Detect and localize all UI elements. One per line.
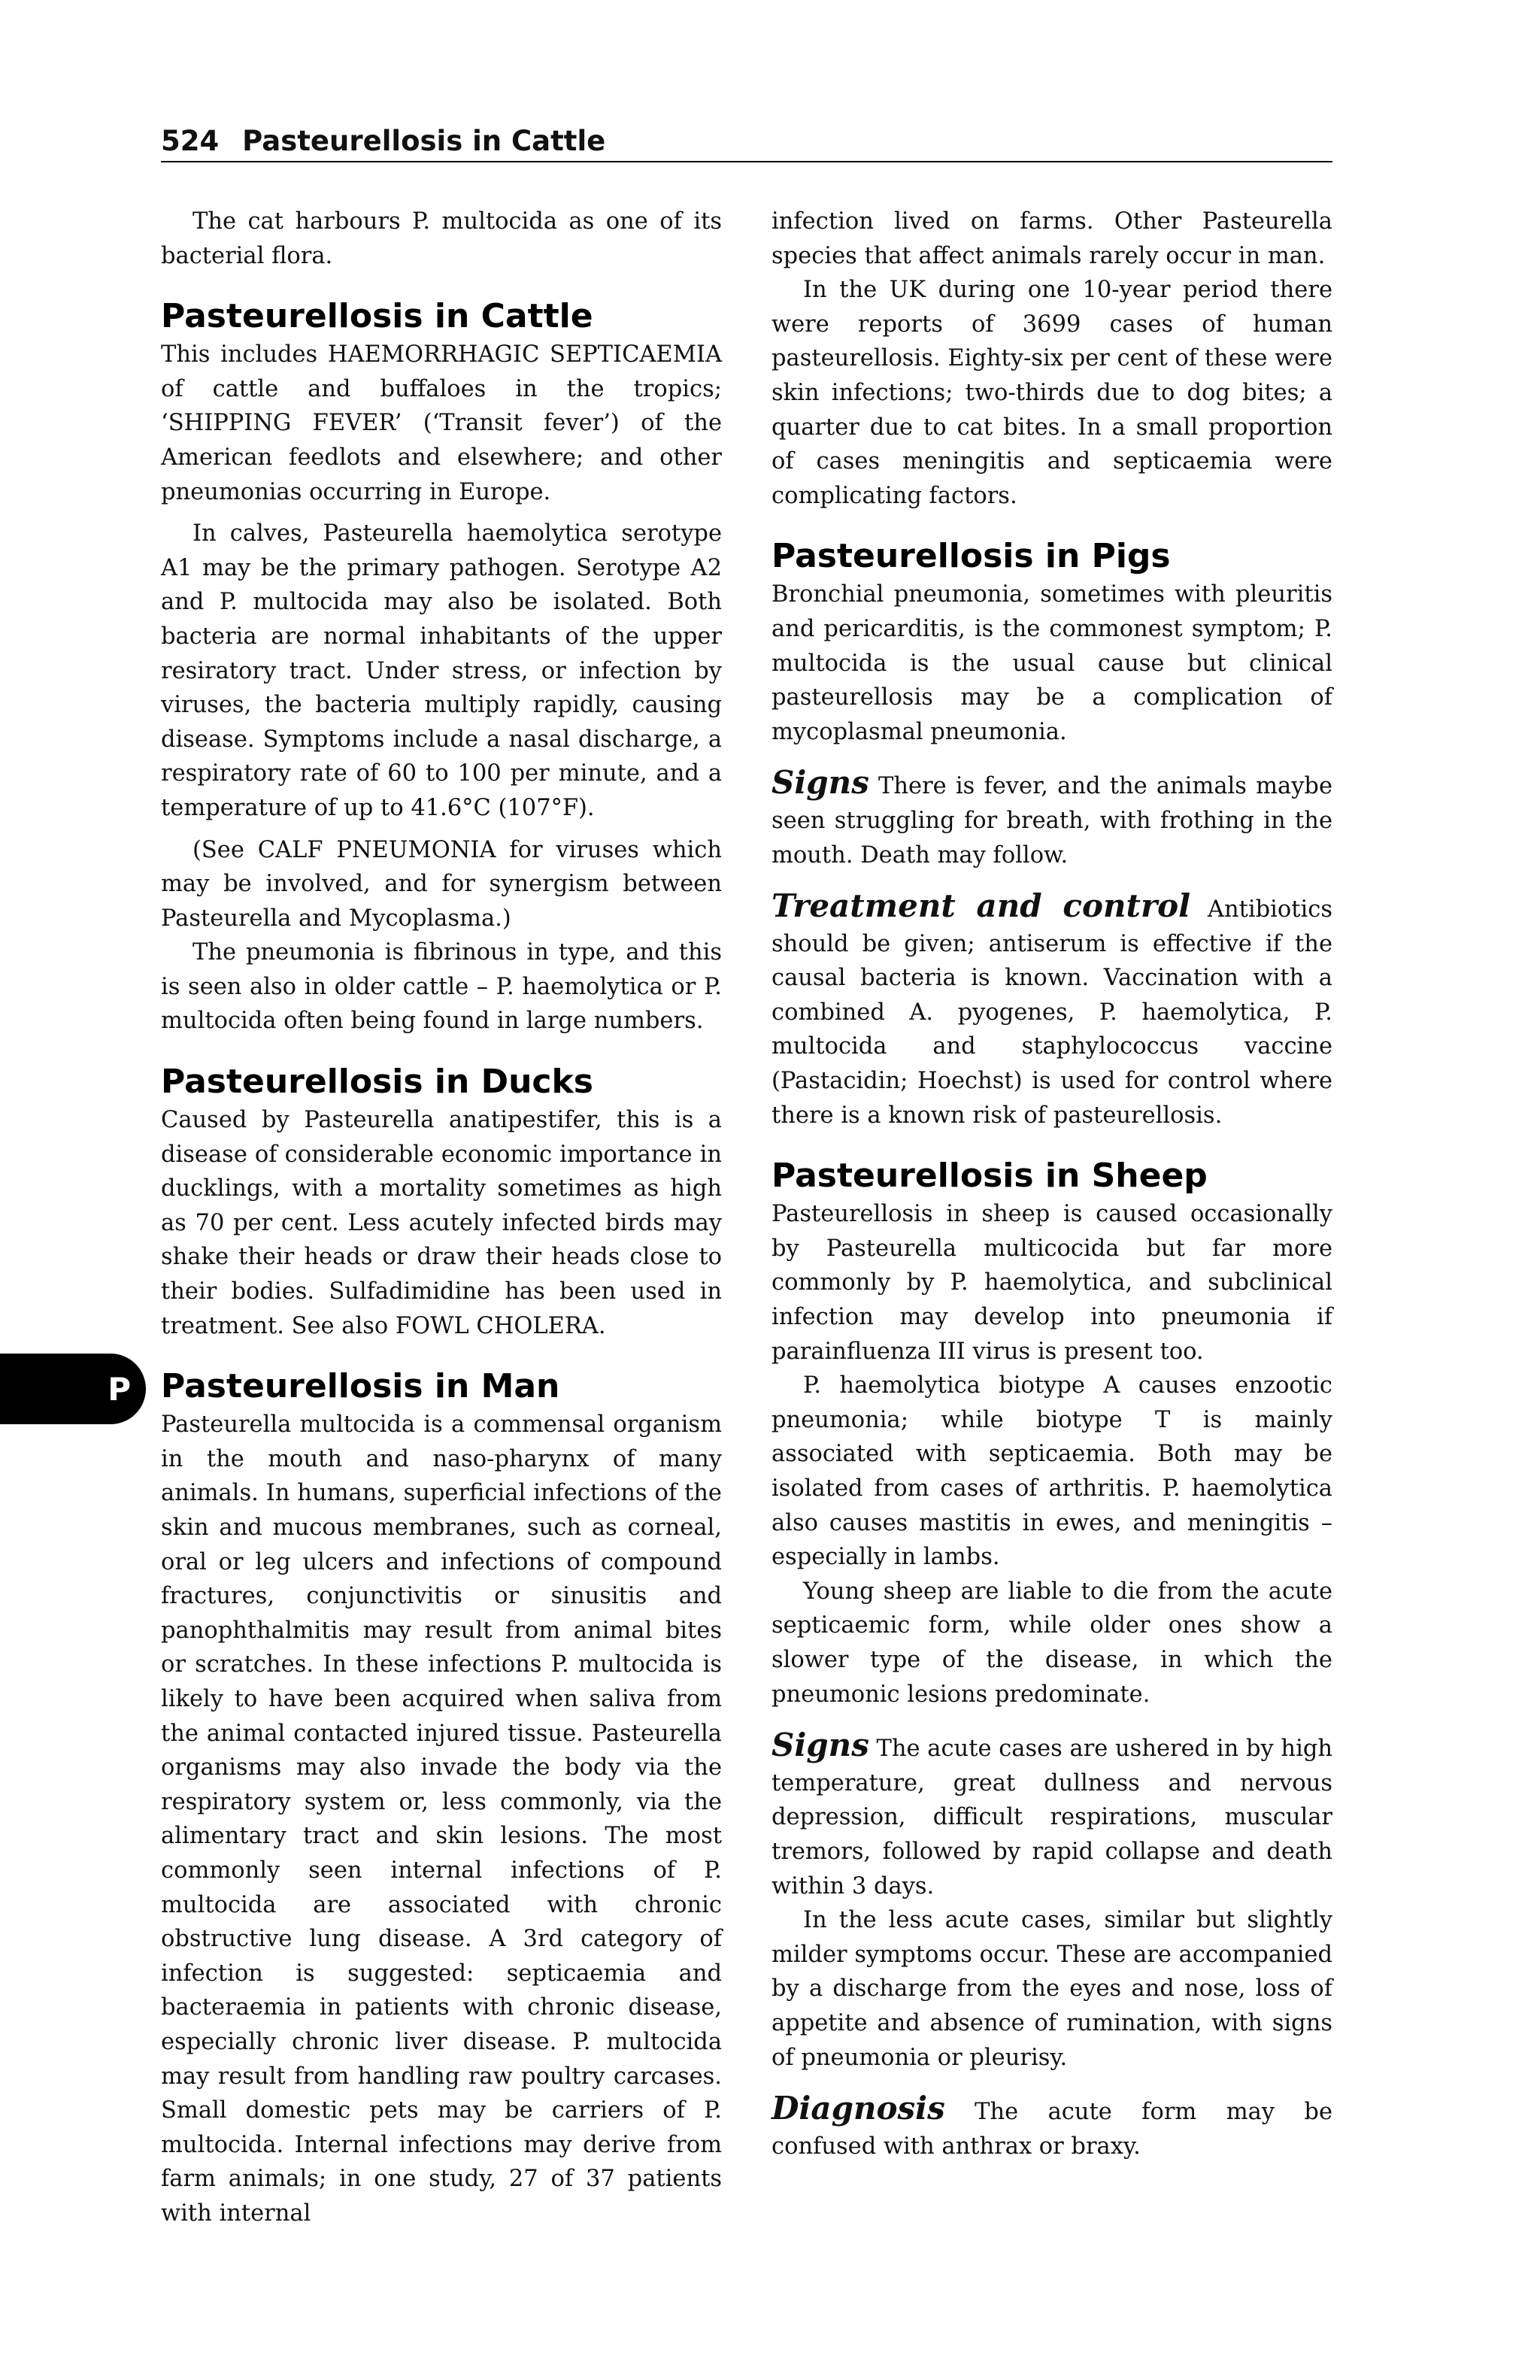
runin-heading-signs: Signs	[772, 764, 869, 802]
paragraph: Pasteurella multocida is a commensal organism in the mouth and naso-pharynx of many animals. In humans, superficial infections of the skin and mucous membranes, such as corneal, oral or leg ulcers and infections of compound fractures, conjunctivitis or sinusitis and panophthalmitis may result from animal bites or scratches. In these infections P. multocida is likely to have been acquired when saliva from the animal contacted injured tissue. Pasteurella organisms may also invade the body via the respiratory system or, less commonly, via the alimentary tract and skin lesions. The most commonly seen internal infections of P. multocida are associated with chronic obstructive lung disease. A 3rd category of infection is suggested: septicaemia and bacteraemia in patients with chronic disease, especially chronic liver disease. P. multocida may result from handling raw poultry carcases. Small domestic pets may be carriers of P. multocida. Internal infections may derive from farm animals; in one study, 27 of 37 patients with internal	[161, 1411, 722, 2227]
paragraph	[772, 1728, 1332, 1903]
section-heading-ducks: Pasteurellosis in Ducks	[161, 1063, 593, 1102]
section-thumb-tab: P	[0, 1354, 146, 1424]
runin-text: Antibiotics should be given; antiserum is effective if the causal bacteria is known. Vaccination with a combined A. pyogenes, P. haemolytica, P. multocida and staphylococcus vaccine (Pastacidin; Hoechst) is used for control where there is a known risk of pasteurellosis.	[772, 896, 1332, 1129]
paragraph: In the less acute cases, similar but slightly milder symptoms occur. These are accompanied by a discharge from the eyes and nose, loss of appetite and absence of rumination, with signs of pneumonia or pleurisy.	[772, 1907, 1332, 2071]
paragraph: Bronchial pneumonia, sometimes with pleuritis and pericarditis, is the commonest symptom; P. multocida is the usual cause but clinical pasteurellosis may be a complication of mycoplasmal pneumonia.	[772, 581, 1332, 745]
right-column	[772, 205, 1332, 2163]
runin-text: The acute form may be confused with anthrax or braxy.	[772, 2099, 1332, 2160]
paragraph: Caused by Pasteurella anatipestifer, this is a disease of considerable economic importance in ducklings, with a mortality sometimes as high as 70 per cent. Less acutely infected birds may shake their heads or draw their heads close to their bodies. Sulfadimidine has been used in treatment. See also FOWL CHOLERA.	[161, 1107, 722, 1339]
section-heading-pigs: Pasteurellosis in Pigs	[772, 537, 1171, 576]
paragraph: The cat harbours P. multocida as one of its bacterial flora.	[161, 208, 722, 269]
running-head	[161, 125, 1332, 162]
section-heading-cattle: Pasteurellosis in Cattle	[161, 297, 593, 336]
paragraph: (See CALF PNEUMONIA for viruses which may be involved, and for synergism between Pasteurella and Mycoplasma.)	[161, 836, 722, 932]
paragraph: Young sheep are liable to die from the acute septicaemic form, while older ones show a slower type of the disease, in which the pneumonic lesions predominate.	[772, 1578, 1332, 1708]
paragraph	[772, 2091, 1332, 2163]
paragraph	[772, 889, 1332, 1132]
left-column	[161, 205, 722, 2230]
section-heading-man: Pasteurellosis in Man	[161, 1367, 560, 1406]
runin-heading-signs: Signs	[772, 1727, 869, 1764]
paragraph: P. haemolytica biotype A causes enzootic pneumonia; while biotype T is mainly associated with septicaemia. Both may be isolated from cases of arthritis. P. haemolytica also causes mastitis in ewes, and meningitis – especially in lambs.	[772, 1372, 1332, 1571]
paragraph: The pneumonia is fibrinous in type, and this is seen also in older cattle – P. haemolytica or P. multocida often being found in large numbers.	[161, 939, 722, 1035]
paragraph: Pasteurellosis in sheep is caused occasionally by Pasteurella multicocida but far more commonly by P. haemolytica, and subclinical infection may develop into pneumonia if parainfluenza III virus is present too.	[772, 1201, 1332, 1365]
runin-heading-diagnosis: Diagnosis	[772, 2090, 945, 2127]
paragraph: In the UK during one 10-year period there were reports of 3699 cases of human pasteurellosis. Eighty-six per cent of these were skin infections; two-thirds due to dog bites; a quarter due to cat bites. In a small proportion of cases meningitis and septicaemia were complicating factors.	[772, 277, 1332, 509]
page-number: 524	[161, 125, 220, 157]
runin-heading-treatment: Treatment and control	[772, 887, 1191, 925]
running-title: Pasteurellosis in Cattle	[242, 125, 606, 157]
paragraph	[772, 766, 1332, 872]
paragraph: This includes HAEMORRHAGIC SEPTICAEMIA of cattle and buffaloes in the tropics; ‘SHIPPING FEVER’ (‘Transit fever’) of the American feedlots and elsewhere; and other pneumonias occurring in Europe.	[161, 341, 722, 505]
paragraph: infection lived on farms. Other Pasteurella species that affect animals rarely occur in man.	[772, 208, 1332, 269]
runin-text: There is fever, and the animals maybe seen struggling for breath, with frothing in the mouth. Death may follow.	[772, 773, 1333, 869]
runin-text: The acute cases are ushered in by high temperature, great dullness and nervous depression, difficult respirations, muscular tremors, followed by rapid collapse and death within 3 days.	[772, 1736, 1332, 1899]
section-heading-sheep: Pasteurellosis in Sheep	[772, 1157, 1208, 1196]
paragraph: In calves, Pasteurella haemolytica serotype A1 may be the primary pathogen. Serotype A2 and P. multocida may also be isolated. Both bacteria are normal inhabitants of the upper resiratory tract. Under stress, or infection by viruses, the bacteria multiply rapidly, causing disease. Symptoms include a nasal discharge, a respiratory rate of 60 to 100 per minute, and a temperature of up to 41.6°C (107°F).	[161, 520, 722, 821]
